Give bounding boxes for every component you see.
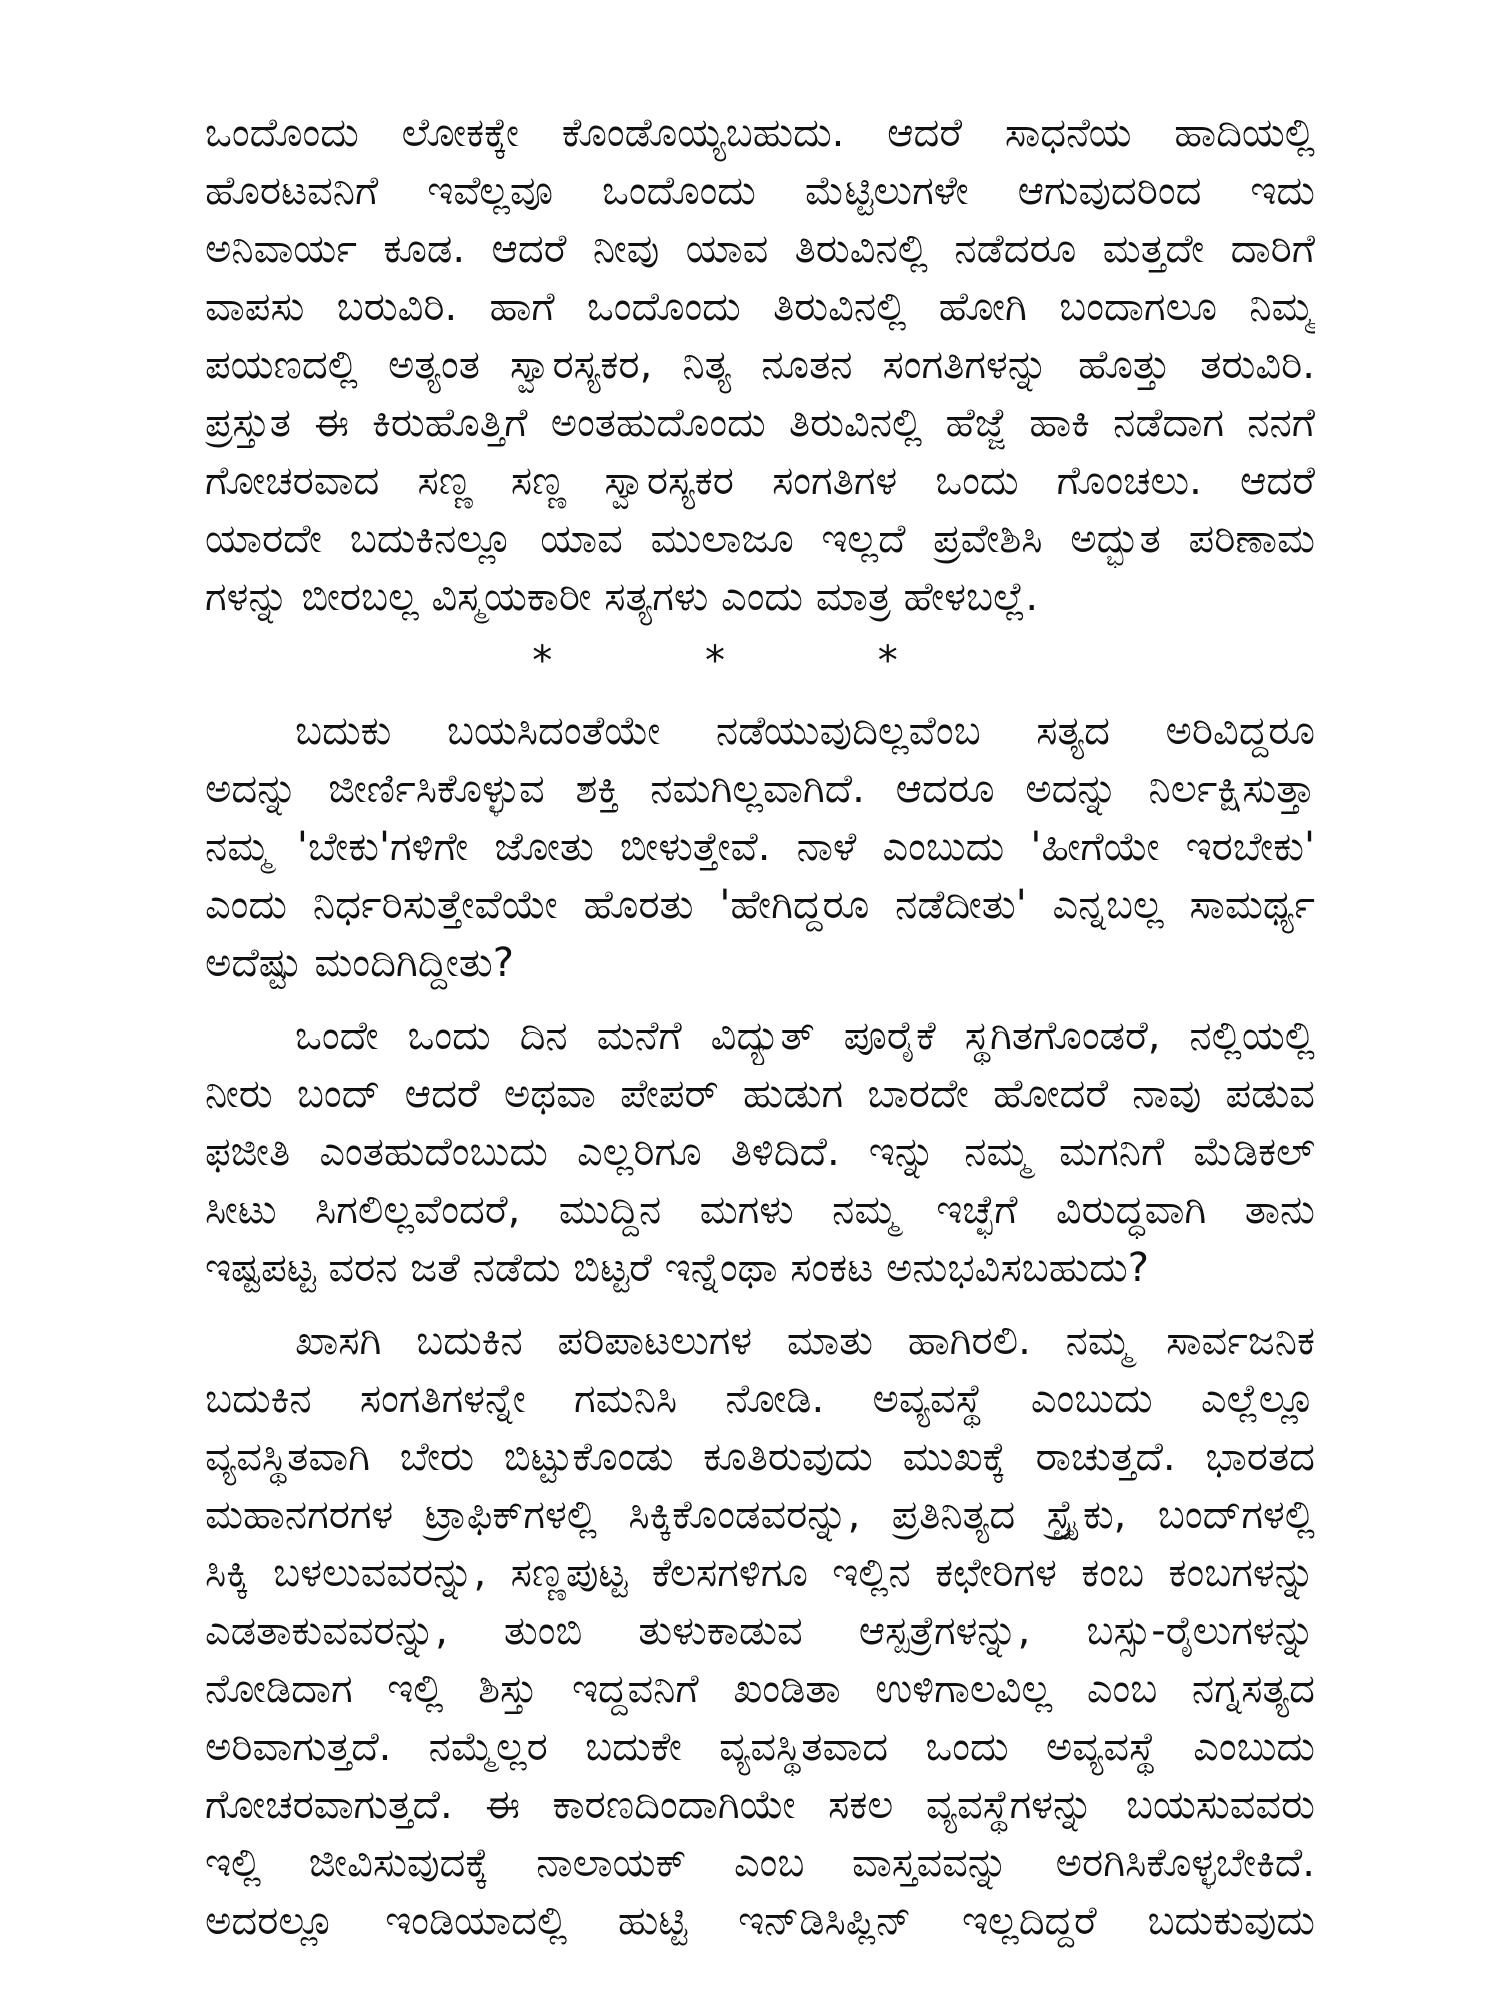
text-line: ಒಂದೊಂದು ಲೋಕಕ್ಕೇ ಕೊಂಡೊಯ್ಯಬಹುದು. ಆದರೆ ಸಾಧನೆಯ ಹಾದಿಯಲ್ಲಿ <box>205 110 1315 156</box>
text-line: ಅನಿವಾರ್ಯ ಕೂಡ. ಆದರೆ ನೀವು ಯಾವ ತಿರುವಿನಲ್ಲಿ ನಡೆದರೂ ಮತ್ತದೇ ದಾರಿಗೆ <box>205 226 1315 272</box>
text-line: ಫಜೀತಿ ಎಂತಹುದೆಂಬುದು ಎಲ್ಲರಿಗೂ ತಿಳಿದಿದೆ. ಇನ್ನು ನಮ್ಮ ಮಗನಿಗೆ ಮೆಡಿಕಲ್ <box>205 1129 1315 1175</box>
text-line: ಗೋಚರವಾದ ಸಣ್ಣ ಸಣ್ಣ ಸ್ವಾರಸ್ಯಕರ ಸಂಗತಿಗಳ ಒಂದು ಗೊಂಚಲು. ಆದರೆ <box>205 458 1315 504</box>
text-line: ಪ್ರಸ್ತುತ ಈ ಕಿರುಹೊತ್ತಿಗೆ ಅಂತಹುದೊಂದು ತಿರುವಿನಲ್ಲಿ ಹೆಜ್ಜೆ ಹಾಕಿ ನಡೆದಾಗ ನನಗೆ <box>205 400 1315 446</box>
text-line: ಎಡತಾಕುವವರನ್ನು, ತುಂಬಿ ತುಳುಕಾಡುವ ಆಸ್ಪತ್ರೆಗಳನ್ನು, ಬಸ್ಸು-ರೈಲುಗಳನ್ನು <box>205 1608 1315 1654</box>
text-line: ಮಹಾನಗರಗಳ ಟ್ರಾಫಿಕ್‌ಗಳಲ್ಲಿ ಸಿಕ್ಕಿಕೊಂಡವರನ್ನು, ಪ್ರತಿನಿತ್ಯದ ಸ್ಟ್ರೈಕು, ಬಂದ್‌ಗಳಲ್ಲಿ <box>205 1492 1315 1538</box>
text-line: ಅದರಲ್ಲೂ ಇಂಡಿಯಾದಲ್ಲಿ ಹುಟ್ಟಿ ಇನ್‌ಡಿಸಿಪ್ಲಿನ್ ಇಲ್ಲದಿದ್ದರೆ ಬದುಕುವುದು <box>205 1898 1315 1944</box>
text-line: ಸಿಕ್ಕಿ ಬಳಲುವವರನ್ನು, ಸಣ್ಣಪುಟ್ಟ ಕೆಲಸಗಳಿಗೂ ಇಲ್ಲಿನ ಕಛೇರಿಗಳ ಕಂಬ ಕಂಬಗಳನ್ನು <box>205 1550 1315 1596</box>
text-line: ಗಳನ್ನು ಬೀರಬಲ್ಲ ವಿಸ್ಮಯಕಾರೀ ಸತ್ಯಗಳು ಎಂದು ಮಾತ್ರ ಹೇಳಬಲ್ಲೆ. <box>205 574 1039 620</box>
text-line: ಬದುಕು ಬಯಸಿದಂತೆಯೇ ನಡೆಯುವುದಿಲ್ಲವೆಂಬ ಸತ್ಯದ ಅರಿವಿದ್ದರೂ <box>295 708 1315 754</box>
text-line: ಗೋಚರವಾಗುತ್ತದೆ. ಈ ಕಾರಣದಿಂದಾಗಿಯೇ ಸಕಲ ವ್ಯವಸ್ಥೆಗಳನ್ನು ಬಯಸುವವರು <box>205 1782 1315 1828</box>
text-line: ಪಯಣದಲ್ಲಿ ಅತ್ಯಂತ ಸ್ವಾರಸ್ಯಕರ, ನಿತ್ಯ ನೂತನ ಸಂಗತಿಗಳನ್ನು ಹೊತ್ತು ತರುವಿರಿ. <box>205 342 1315 388</box>
text-line: ಯಾರದೇ ಬದುಕಿನಲ್ಲೂ ಯಾವ ಮುಲಾಜೂ ಇಲ್ಲದೆ ಪ್ರವೇಶಿಸಿ ಅದ್ಭುತ ಪರಿಣಾಮ <box>205 516 1315 562</box>
paragraph-2 <box>205 702 1315 992</box>
text-line: ಅರಿವಾಗುತ್ತದೆ. ನಮ್ಮೆಲ್ಲರ ಬದುಕೇ ವ್ಯವಸ್ಥಿತವಾದ ಒಂದು ಅವ್ಯವಸ್ಥೆ ಎಂಬುದು <box>205 1724 1315 1770</box>
text-line: ಖಾಸಗಿ ಬದುಕಿನ ಪರಿಪಾಟಲುಗಳ ಮಾತು ಹಾಗಿರಲಿ. ನಮ್ಮ ಸಾರ್ವಜನಿಕ <box>295 1318 1315 1364</box>
text-line: ಅದೆಷ್ಟು ಮಂದಿಗಿದ್ದೀತು? <box>205 940 514 986</box>
text-line: ಬದುಕಿನ ಸಂಗತಿಗಳನ್ನೇ ಗಮನಿಸಿ ನೋಡಿ. ಅವ್ಯವಸ್ಥೆ ಎಂಬುದು ಎಲ್ಲೆಲ್ಲೂ <box>205 1376 1315 1422</box>
text-line: ವ್ಯವಸ್ಥಿತವಾಗಿ ಬೇರು ಬಿಟ್ಟುಕೊಂಡು ಕೂತಿರುವುದು ಮುಖಕ್ಕೆ ರಾಚುತ್ತದೆ. ಭಾರತದ <box>205 1434 1315 1480</box>
text-line: ಒಂದೇ ಒಂದು ದಿನ ಮನೆಗೆ ವಿದ್ಯುತ್ ಪೂರೈಕೆ ಸ್ಥಗಿತಗೊಂಡರೆ, ನಲ್ಲಿಯಲ್ಲಿ <box>295 1013 1315 1059</box>
text-line: ಎಂದು ನಿರ್ಧರಿಸುತ್ತೇವೆಯೇ ಹೊರತು 'ಹೇಗಿದ್ದರೂ ನಡೆದೀತು' ಎನ್ನಬಲ್ಲ ಸಾಮರ್ಥ್ಯ <box>205 882 1315 928</box>
text-line: ಸೀಟು ಸಿಗಲಿಲ್ಲವೆಂದರೆ, ಮುದ್ದಿನ ಮಗಳು ನಮ್ಮ ಇಚ್ಛೆಗೆ ವಿರುದ್ಧವಾಗಿ ತಾನು <box>205 1187 1315 1233</box>
text-line: ವಾಪಸು ಬರುವಿರಿ. ಹಾಗೆ ಒಂದೊಂದು ತಿರುವಿನಲ್ಲಿ ಹೋಗಿ ಬಂದಾಗಲೂ ನಿಮ್ಮ <box>205 284 1315 330</box>
paragraph-3 <box>205 1007 1315 1297</box>
text-line: ನೋಡಿದಾಗ ಇಲ್ಲಿ ಶಿಸ್ತು ಇದ್ದವನಿಗೆ ಖಂಡಿತಾ ಉಳಿಗಾಲವಿಲ್ಲ ಎಂಬ ನಗ್ನಸತ್ಯದ <box>205 1666 1315 1712</box>
text-line: ಇಷ್ಟಪಟ್ಟ ವರನ ಜತೆ ನಡೆದು ಬಿಟ್ಟರೆ ಇನ್ನೆಂಥಾ ಸಂಕಟ ಅನುಭವಿಸಬಹುದು? <box>205 1245 1149 1291</box>
text-line: ಹೊರಟವನಿಗೆ ಇವೆಲ್ಲವೂ ಒಂದೊಂದು ಮೆಟ್ಟಿಲುಗಳೇ ಆಗುವುದರಿಂದ ಇದು <box>205 168 1315 214</box>
text-line: ನೀರು ಬಂದ್ ಆದರೆ ಅಥವಾ ಪೇಪರ್ ಹುಡುಗ ಬಾರದೇ ಹೋದರೆ ನಾವು ಪಡುವ <box>205 1071 1315 1117</box>
text-line: ನಮ್ಮ 'ಬೇಕು'ಗಳಿಗೇ ಜೋತು ಬೀಳುತ್ತೇವೆ. ನಾಳೆ ಎಂಬುದು 'ಹೀಗೆಯೇ ಇರಬೇಕು' <box>205 824 1315 870</box>
paragraph-1 <box>205 104 1315 626</box>
text-line: ಅದನ್ನು ಜೀರ್ಣಿಸಿಕೊಳ್ಳುವ ಶಕ್ತಿ ನಮಗಿಲ್ಲವಾಗಿದೆ. ಆದರೂ ಅದನ್ನು ನಿರ್ಲಕ್ಷಿಸುತ್ತಾ <box>205 766 1315 812</box>
paragraph-4 <box>205 1312 1315 1950</box>
text-line: ಇಲ್ಲಿ ಜೀವಿಸುವುದಕ್ಕೆ ನಾಲಾಯಕ್ ಎಂಬ ವಾಸ್ತವವನ್ನು ಅರಗಿಸಿಕೊಳ್ಳಬೇಕಿದೆ. <box>205 1840 1315 1886</box>
section-separator: * * * <box>532 638 968 684</box>
